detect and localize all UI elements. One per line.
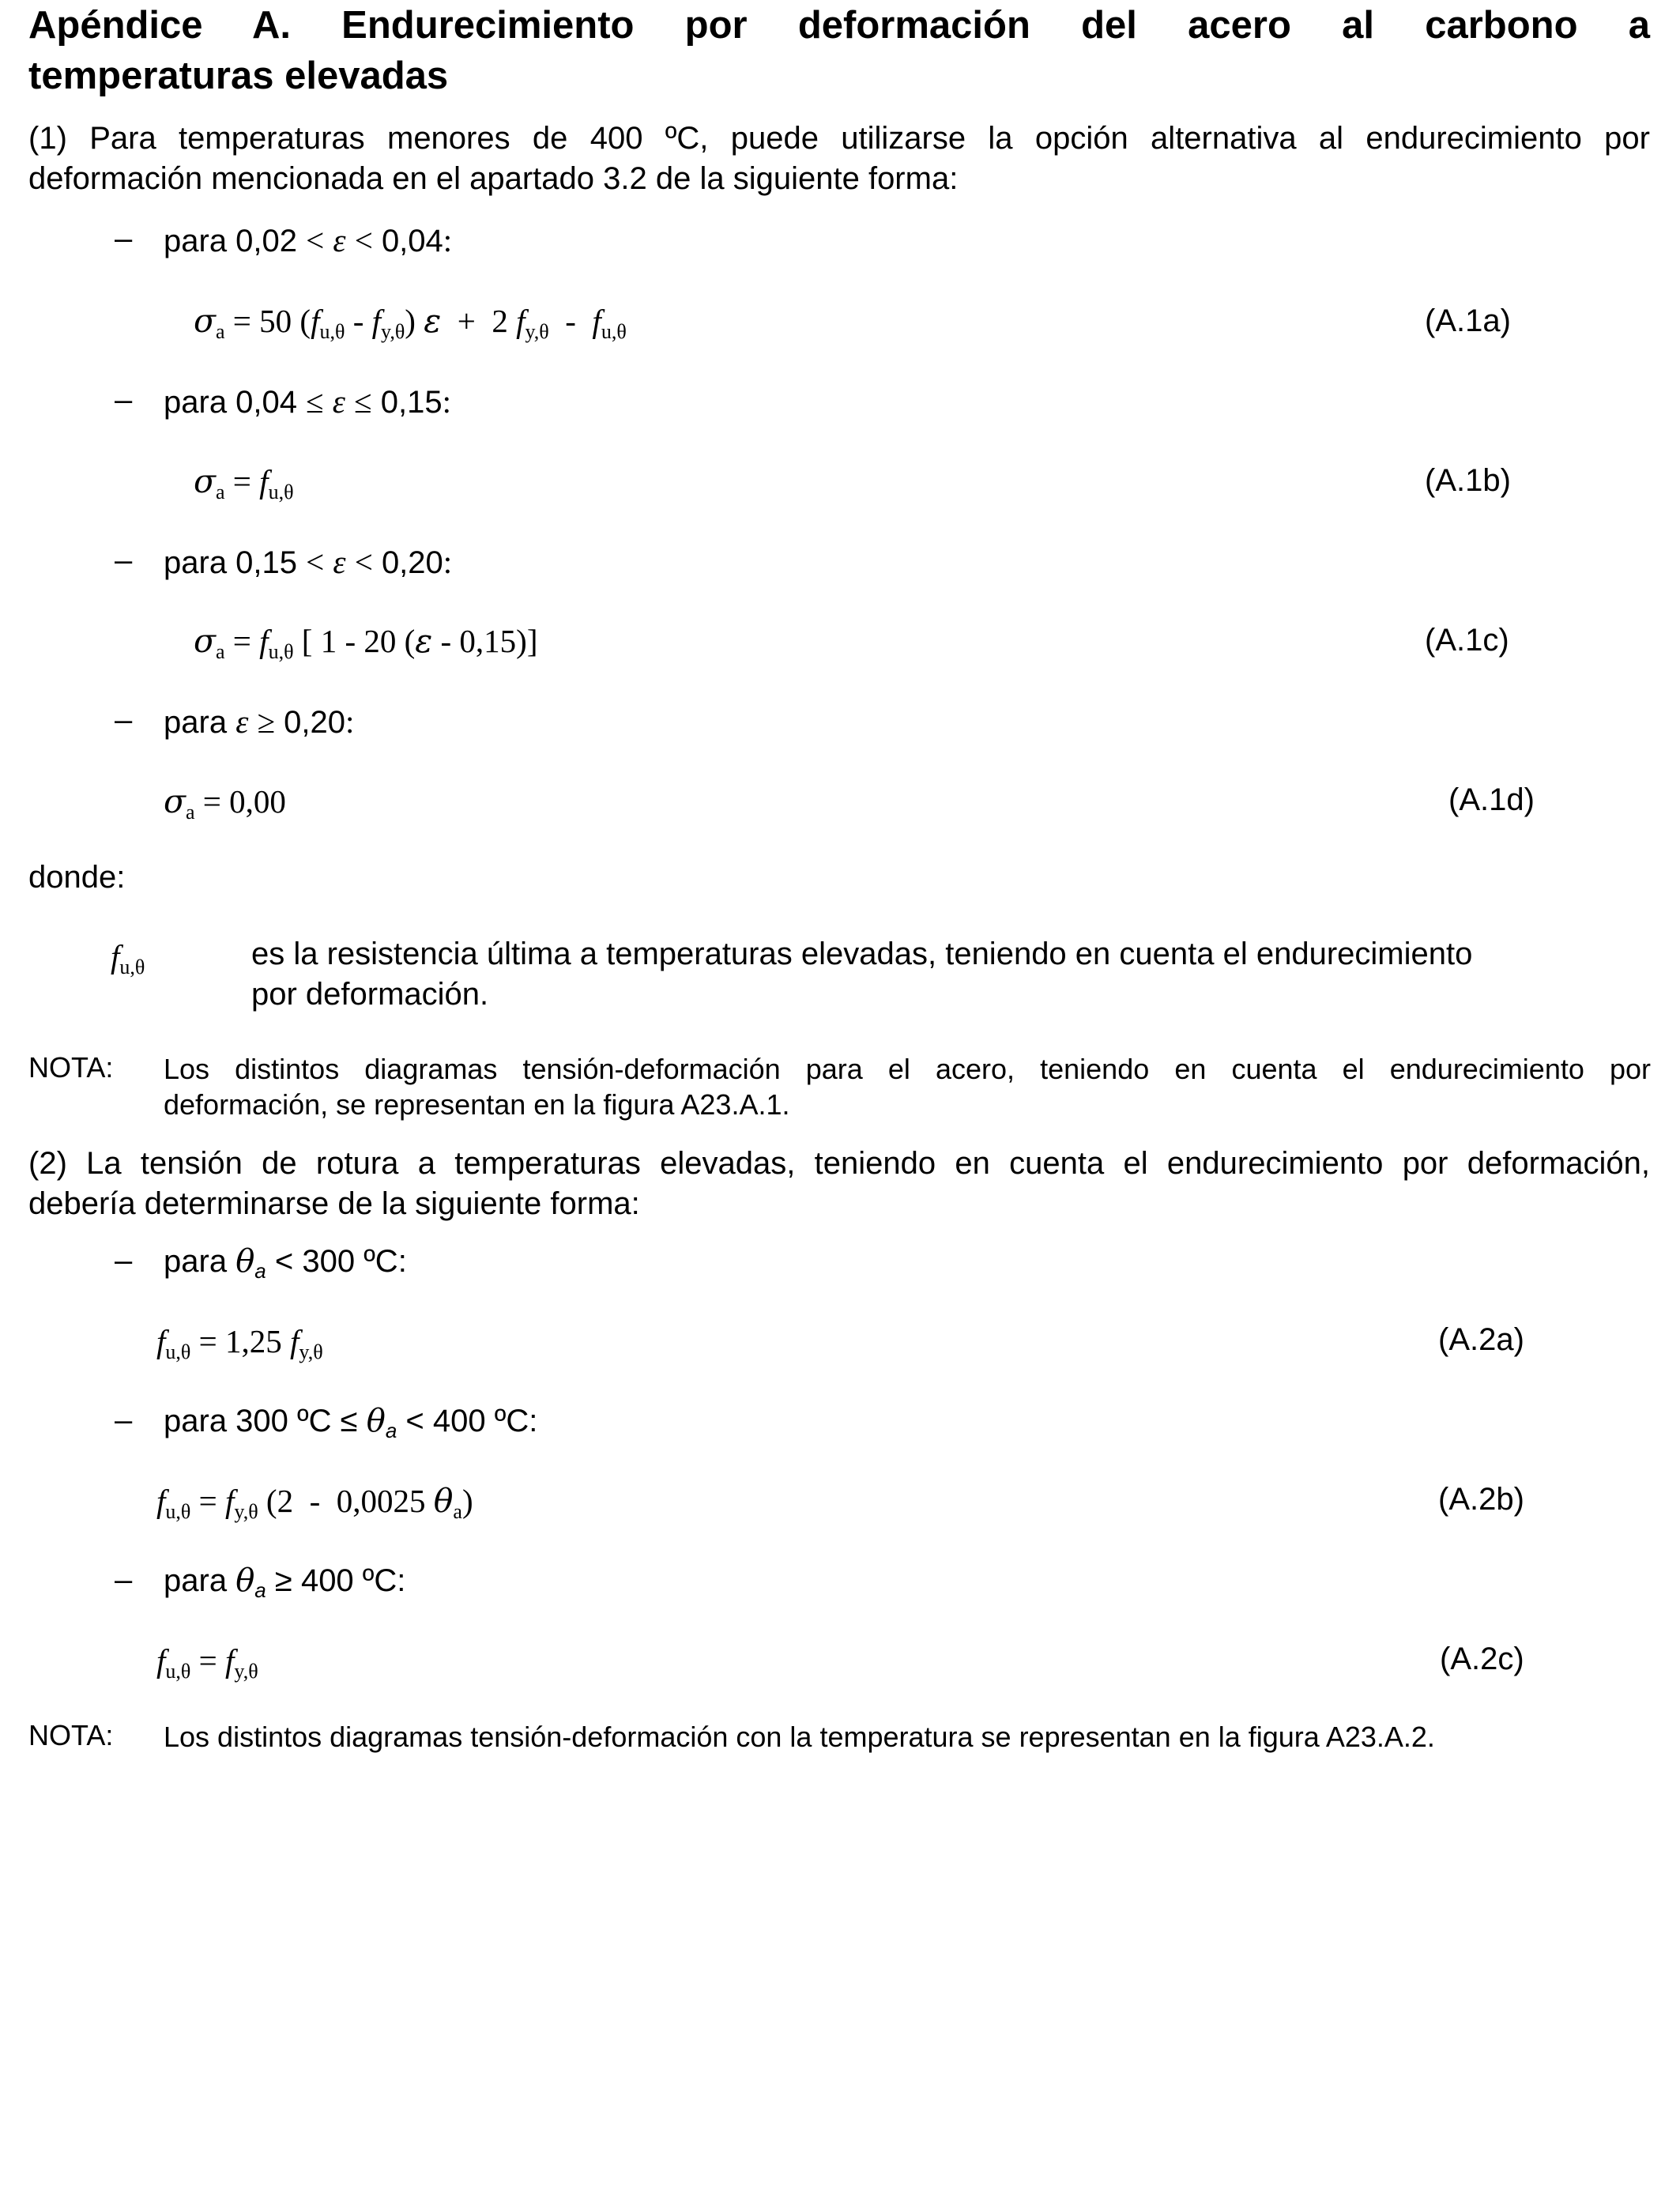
condition-a2c: para $\theta_a \ge 400$ ºC: <box>164 1563 406 1602</box>
paragraph-2-line1: (2) La tensión de rotura a temperaturas elevadas, teniendo en cuenta el endurecimiento por deformación, <box>28 1146 1650 1181</box>
page-title-line2: temperaturas elevadas <box>28 55 449 97</box>
note-1-line1: Los distintos diagramas tensión-deformación para el acero, teniendo en cuenta el endurecimiento por <box>164 1053 1651 1085</box>
equation-a1c: $\sigma_a = f_{u,\theta}$ [ 1 - 20 (ε - 0,15)] <box>194 622 538 663</box>
condition-a1b: para 0,04 ≤ ε ≤ 0,15: <box>164 383 451 420</box>
equation-a2c: $f_{u,\theta} = f_{y,\theta}$ <box>156 1642 258 1683</box>
equation-a1a: $\sigma_a = 50$ $(f_{u,\theta} - f_{y,\theta}) \varepsilon + 2$ $f_{y,\theta} - f_{u,\theta}$ <box>194 302 627 343</box>
equation-a1b: $\sigma_a = f_{u,\theta}$ <box>194 462 294 503</box>
list-dash: – <box>115 1243 133 1278</box>
paragraph-1-line2: deformación mencionada en el apartado 3.2 de la siguiente forma: <box>28 161 959 196</box>
page-title: Apéndice A. Endurecimiento por deformación del acero al carbono a <box>28 4 1650 47</box>
equation-number-a2c: (A.2c) <box>1440 1642 1524 1676</box>
definition-symbol: $f_{u,\theta}$ <box>111 938 145 978</box>
list-dash: – <box>115 1563 133 1597</box>
list-dash: – <box>115 383 133 417</box>
condition-a1d: para ε ≥ 0,20: <box>164 703 355 740</box>
condition-a2a: para $\theta_a < 300$ ºC: <box>164 1243 407 1283</box>
condition-a1c: para 0,15 < ε < 0,20: <box>164 544 453 580</box>
note-label: NOTA: <box>28 1719 114 1751</box>
equation-number-a1c: (A.1c) <box>1425 623 1509 658</box>
condition-a2b: para 300 ºC ≤ $\theta_a < 400$ ºC: <box>164 1403 538 1442</box>
equation-a1d: $\sigma_a = 0,00$ <box>164 782 286 824</box>
list-dash: – <box>115 1403 133 1438</box>
paragraph-1-line1: (1) Para temperaturas menores de 400 ºC, puede utilizarse la opción alternativa al endurecimiento por <box>28 121 1650 156</box>
list-dash: – <box>115 703 133 737</box>
equation-number-a2a: (A.2a) <box>1438 1322 1524 1357</box>
equation-number-a1d: (A.1d) <box>1448 782 1535 817</box>
note-label: NOTA: <box>28 1051 114 1084</box>
paragraph-2-line2: debería determinarse de la siguiente forma: <box>28 1186 640 1221</box>
equation-number-a1a: (A.1a) <box>1425 303 1511 338</box>
donde-label: donde: <box>28 860 126 895</box>
appendix-label: Apéndice A. <box>28 4 291 47</box>
note-1-line2: deformación, se representan en la figura A23.A.1. <box>164 1088 790 1121</box>
list-dash: – <box>115 543 133 578</box>
equation-a2b: $f_{u,\theta} = f_{y,\theta}$ (2 - 0,0025 $\theta_a$) <box>156 1482 473 1523</box>
condition-a1a: para 0,02 < ε < 0,04: <box>164 222 453 258</box>
equation-number-a2b: (A.2b) <box>1438 1482 1524 1517</box>
definition-text-line1: es la resistencia última a temperaturas elevadas, teniendo en cuenta el endurecimiento <box>251 937 1473 971</box>
equation-a2a: $f_{u,\theta} = 1,25$ $f_{y,\theta}$ <box>156 1323 323 1363</box>
note-2-text: Los distintos diagramas tensión-deformación con la temperatura se representan en la figura A23.A.2. <box>164 1721 1435 1753</box>
definition-text-line2: por deformación. <box>251 977 489 1012</box>
equation-number-a1b: (A.1b) <box>1425 463 1511 498</box>
list-dash: – <box>115 221 133 256</box>
